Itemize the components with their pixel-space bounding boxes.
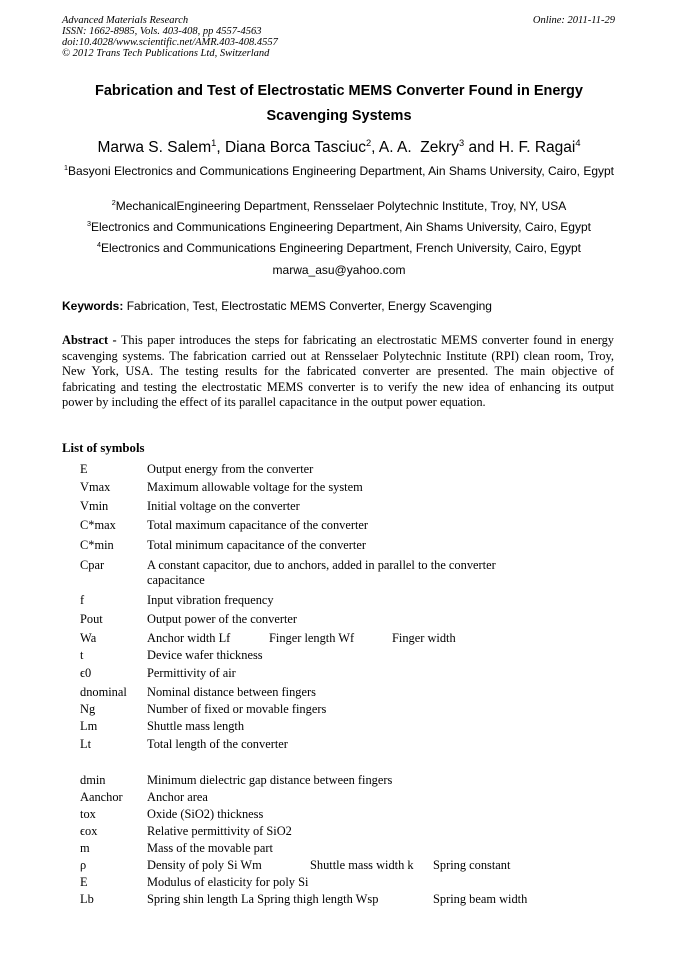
affiliation-text: Basyoni Electronics and Communications Engineering Department, Ain Shams University, Cairo, Egypt [67,164,615,178]
symbol-name: Ng [80,702,96,716]
symbol-description: A constant capacitor, due to anchors, added in parallel to the converter capacitance [147,558,496,587]
affiliation-mark: 1 [63,163,68,172]
affiliation-mark: 4 [97,240,101,249]
symbol-description: Number of fixed or movable fingers [147,702,327,716]
affiliation-4 [62,240,616,256]
symbol-name: E [80,462,88,476]
contact-email[interactable]: marwa_asu@yahoo.com [272,263,406,277]
affiliation-text: Electronics and Communications Engineering Department, Ain Shams University, Cairo, Egypt [90,220,591,234]
symbol-name: tox [80,807,96,821]
symbol-name: Pout [80,612,103,626]
journal-name: Advanced Materials Research [62,15,189,26]
symbol-description: Initial voltage on the converter [147,499,300,513]
keywords [62,298,616,314]
symbol-name: m [80,841,90,855]
symbol-description-part: Spring shin length La Spring thigh length Wsp [147,892,379,906]
symbol-name: t [80,648,84,662]
symbol-name: f [80,593,85,607]
abstract-text: This paper introduces the steps for fabricating an electrostatic MEMS converter found in energy scavenging systems. The fabrication carried out at Rensselaer Polytechnic Institute (RPI) clean room, Troy, New York, USA. The testing results for the fabricated converter are presented. The main objective of fabricating and testing the electrostatic MEMS converter is to verify the new idea of enhancing its output power by including the effect of its parallel capacitance in the output power equation. [62,333,614,410]
paper-title-line-2: Scavenging Systems [266,108,412,124]
journal-copyright: © 2012 Trans Tech Publications Ltd, Switzerland [62,48,270,59]
symbol-description: Total length of the converter [147,737,288,751]
symbol-description: Output energy from the converter [147,462,314,476]
symbol-name: C*max [80,518,116,532]
author-name: A. A. Zekry [378,139,460,156]
symbol-description [147,858,547,873]
journal-doi[interactable]: doi:10.4028/www.scientific.net/AMR.403-408.4557 [62,37,278,48]
symbol-name: Lm [80,719,98,733]
author-name: H. F. Ragai [498,139,576,156]
author-separator: , [371,139,379,156]
symbol-description: Input vibration frequency [147,593,274,607]
symbol-description-part: Finger width [392,631,456,645]
author-affiliation-mark: 4 [575,137,581,148]
symbol-description: Device wafer thickness [147,648,263,662]
symbol-name: Wa [80,631,97,645]
symbol-name: C*min [80,538,114,552]
symbol-description: Mass of the movable part [147,841,273,855]
online-date: Online: 2011-11-29 [532,15,615,26]
symbol-name: ρ [80,858,87,872]
author-list [20,137,658,159]
symbol-description: Permittivity of air [147,666,236,680]
symbol-name: ϵ0 [80,666,92,680]
symbol-description-part: Density of poly Si Wm [147,858,262,872]
keywords-text: Fabrication, Test, Electrostatic MEMS Converter, Energy Scavenging [126,299,492,313]
symbol-name: ϵox [80,824,98,838]
author-separator: , [216,139,225,156]
symbol-name: Aanchor [80,790,123,804]
symbol-description: Oxide (SiO2) thickness [147,807,264,821]
symbol-description: Minimum dielectric gap distance between fingers [147,773,393,787]
symbol-description: Anchor area [147,790,208,804]
symbol-description: Total maximum capacitance of the converter [147,518,369,532]
author-name: Marwa S. Salem [97,139,212,156]
journal-header [62,15,278,59]
paper-title-line-1: Fabrication and Test of Electrostatic MEMS Converter Found in Energy [95,83,583,99]
symbol-description-part: Shuttle mass width k [310,858,414,872]
symbol-description-part: Spring constant [433,858,511,872]
journal-issn: ISSN: 1662-8985, Vols. 403-408, pp 4557-4563 [62,26,262,37]
symbol-name: dnominal [80,685,127,699]
symbol-description: Shuttle mass length [147,719,245,733]
affiliation-mark: 2 [111,198,116,207]
author-affiliation-mark: 1 [211,137,217,148]
symbol-name: Cpar [80,558,105,572]
affiliation-3 [62,219,616,235]
paper-title [40,79,638,129]
symbol-description: Total minimum capacitance of the converter [147,538,366,552]
symbol-description: Nominal distance between fingers [147,685,316,699]
symbol-description: Relative permittivity of SiO2 [147,824,292,838]
affiliation-mark: 3 [86,219,91,228]
author-name: Diana Borca Tasciuc [224,139,366,156]
affiliation-2 [62,198,616,214]
symbol-description [147,892,547,907]
affiliation-text: Electronics and Communications Engineering Department, French University, Cairo, Egypt [101,241,581,255]
symbol-name: Lb [80,892,94,906]
symbol-name: E [80,875,88,889]
symbol-name: Vmin [80,499,109,513]
symbols-heading: List of symbols [62,441,145,455]
abstract [62,333,614,411]
symbol-description: Modulus of elasticity for poly Si [147,875,309,889]
author-affiliation-mark: 2 [365,137,372,148]
author-separator: and [464,139,499,156]
symbol-description: Output power of the converter [147,612,298,626]
symbol-description-part: Anchor width Lf [147,631,231,645]
symbol-name: dmin [80,773,106,787]
symbol-name: Lt [80,737,92,751]
symbol-description-part: Finger length Wf [269,631,355,645]
abstract-label: Abstract - [62,333,117,347]
keywords-label: Keywords: [62,299,124,313]
symbol-name: Vmax [80,480,111,494]
affiliation-1 [62,163,616,179]
affiliation-text: MechanicalEngineering Department, Rensselaer Polytechnic Institute, Troy, NY, USA [115,199,567,213]
symbol-description [147,631,547,646]
author-affiliation-mark: 3 [459,137,465,148]
symbol-description: Maximum allowable voltage for the system [147,480,363,494]
symbol-description-part: Spring beam width [433,892,528,906]
